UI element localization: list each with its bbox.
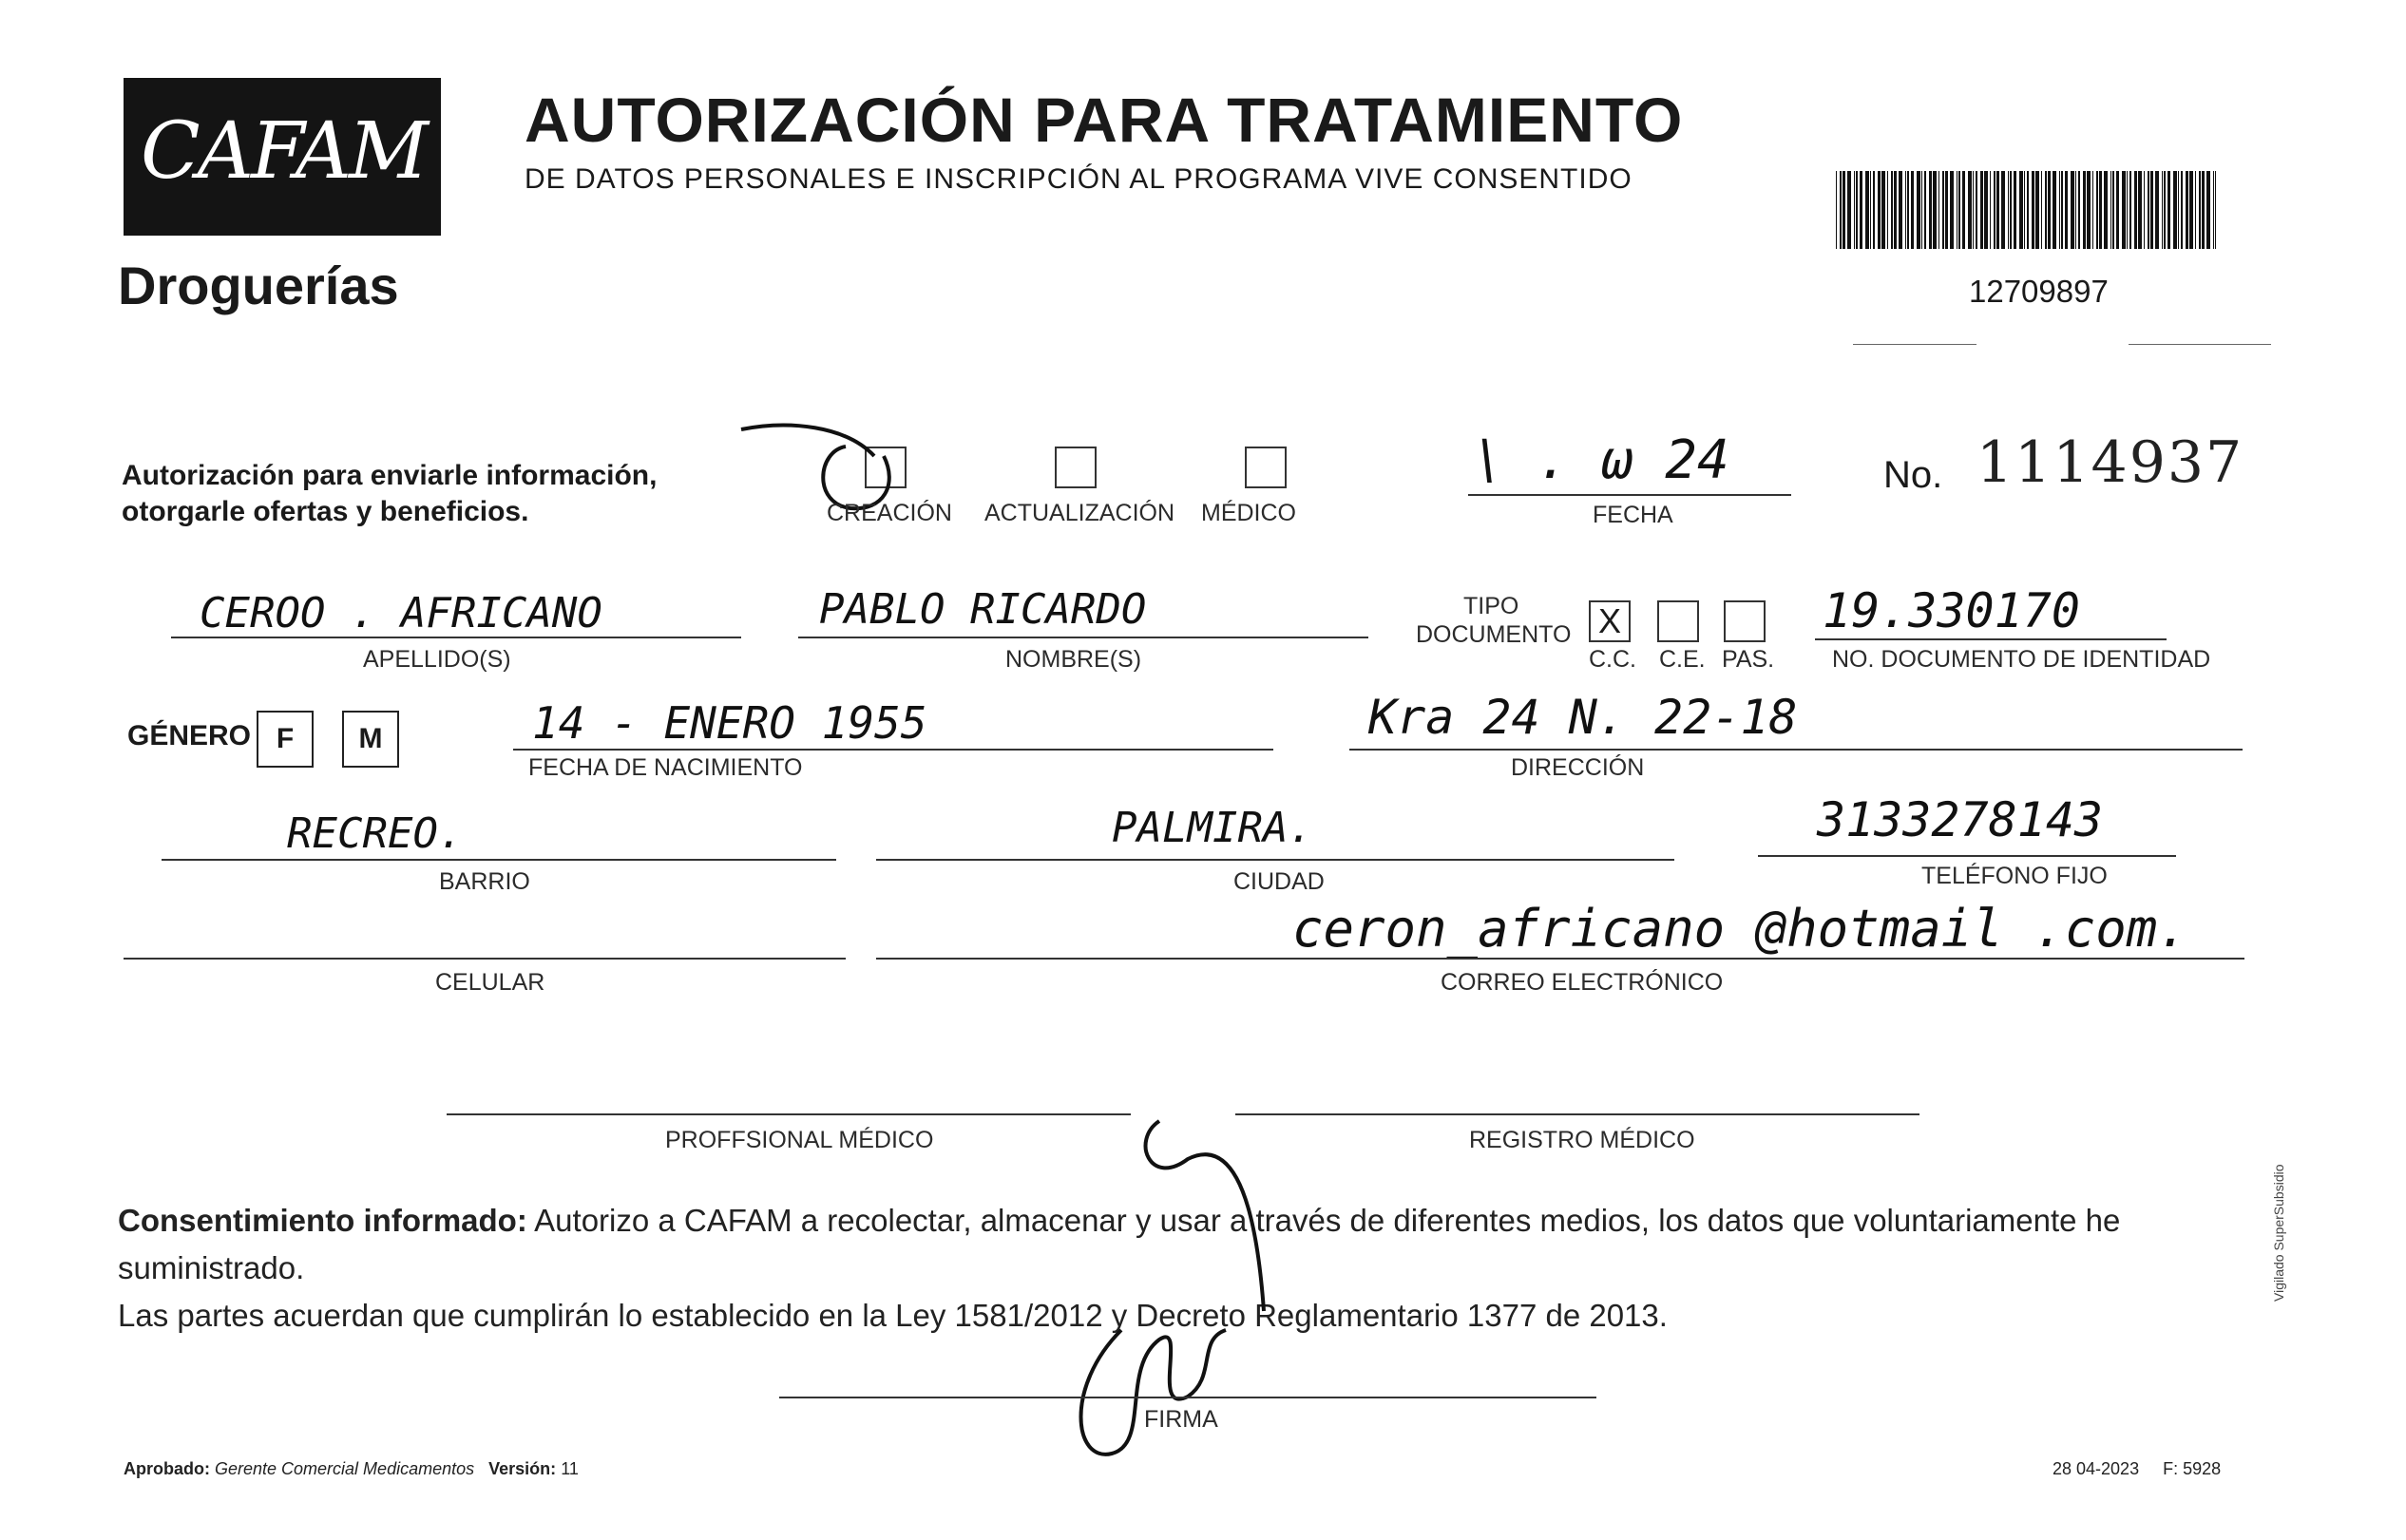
telefono-line	[1758, 855, 2176, 857]
documento-label: DOCUMENTO	[1416, 621, 1572, 648]
correo-line	[876, 958, 2244, 960]
fecha-value[interactable]: \ . ω 24	[1473, 429, 1729, 491]
telefono-value[interactable]: 3133278143	[1817, 792, 2104, 847]
fecha-nacimiento-value[interactable]: 14 - ENERO 1955	[532, 697, 927, 749]
celular-label: CELULAR	[435, 969, 545, 996]
apellidos-line	[171, 637, 741, 638]
barrio-line	[162, 859, 836, 861]
genero-label: GÉNERO	[127, 720, 252, 751]
tipo-label: TIPO	[1463, 593, 1519, 619]
pas-checkbox[interactable]	[1724, 600, 1766, 642]
consent-line-2: Las partes acuerdan que cumplirán lo establecido en la Ley 1581/2012 y Decreto Reglamentario 1377 de 2013.	[118, 1298, 1668, 1333]
registro-line	[1235, 1113, 1919, 1115]
registro-label: REGISTRO MÉDICO	[1469, 1127, 1695, 1153]
correo-value[interactable]: ceron_africano @hotmail .com.	[1292, 899, 2188, 959]
barrio-value[interactable]: RECREO.	[287, 809, 464, 858]
logo-text: CAFAM	[141, 106, 426, 197]
form-subtitle: DE DATOS PERSONALES E INSCRIPCIÓN AL PROGRAMA VIVE CONSENTIDO	[525, 163, 1633, 195]
form-number: 1114937	[1976, 429, 2244, 496]
genero-f-checkbox[interactable]: F	[257, 711, 314, 768]
fecha-label: FECHA	[1593, 502, 1673, 528]
medico-checkbox[interactable]	[1245, 447, 1287, 488]
barcode-number: 12709897	[1969, 274, 2109, 309]
footer-meta	[2053, 1459, 2221, 1479]
header-divider	[1853, 344, 1976, 345]
header-divider	[2129, 344, 2271, 345]
pas-label: PAS.	[1722, 646, 1775, 673]
barcode-image	[1836, 171, 2216, 249]
telefono-label: TELÉFONO FIJO	[1921, 863, 2108, 889]
apellidos-label: APELLIDO(S)	[363, 646, 511, 673]
intro-text	[122, 458, 768, 530]
vigilado-text: Vigilado SuperSubsidio	[2271, 1164, 2286, 1302]
creacion-label: CREACIÓN	[827, 500, 952, 526]
intro-line-2: otorgarle ofertas y beneficios.	[122, 496, 529, 527]
barrio-label: BARRIO	[439, 868, 530, 895]
footer-date: 28 04-2023	[2053, 1459, 2140, 1478]
firma-line	[779, 1397, 1596, 1398]
consent-body-1: Autorizo a CAFAM a recolectar, almacenar y usar a través de diferentes medios, los datos que voluntariamente he suministrado.	[118, 1203, 2121, 1285]
correo-label: CORREO ELECTRÓNICO	[1441, 969, 1724, 996]
footer-code: F: 5928	[2163, 1459, 2222, 1478]
fecha-line	[1468, 494, 1791, 496]
ciudad-value[interactable]: PALMIRA.	[1112, 804, 1313, 852]
apellidos-value[interactable]: CEROO . AFRICANO	[200, 589, 602, 637]
direccion-value[interactable]: Kra 24 N. 22-18	[1368, 690, 1798, 745]
nombres-line	[798, 637, 1368, 638]
aprobado-value: Gerente Comercial Medicamentos	[215, 1459, 475, 1478]
intro-line-1: Autorización para enviarle información,	[122, 460, 658, 491]
actualizacion-checkbox[interactable]	[1055, 447, 1097, 488]
form-title: AUTORIZACIÓN PARA TRATAMIENTO	[525, 85, 1684, 155]
fecha-nacimiento-label: FECHA DE NACIMIENTO	[528, 754, 803, 781]
celular-field[interactable]	[124, 958, 846, 960]
ciudad-line	[876, 859, 1674, 861]
documento-line	[1815, 638, 2167, 640]
direccion-line	[1349, 749, 2243, 751]
version-label: Versión:	[488, 1459, 557, 1478]
brand-name: Droguerías	[118, 256, 399, 315]
documento-number-label: NO. DOCUMENTO DE IDENTIDAD	[1832, 646, 2211, 673]
ciudad-label: CIUDAD	[1233, 868, 1325, 895]
firma-label: FIRMA	[1144, 1406, 1218, 1433]
ce-label: C.E.	[1659, 646, 1706, 673]
profesional-label: PROFFSIONAL MÉDICO	[665, 1127, 934, 1153]
nombres-label: NOMBRE(S)	[1005, 646, 1142, 673]
direccion-label: DIRECCIÓN	[1511, 754, 1645, 781]
celular-line	[124, 958, 846, 960]
ce-checkbox[interactable]	[1657, 600, 1699, 642]
actualizacion-label: ACTUALIZACIÓN	[984, 500, 1175, 526]
aprobado-label: Aprobado:	[124, 1459, 210, 1478]
number-label: No.	[1883, 454, 1943, 496]
footer-approval	[124, 1459, 579, 1479]
cc-label: C.C.	[1589, 646, 1636, 673]
consent-heading: Consentimiento informado:	[118, 1203, 527, 1238]
documento-value[interactable]: 19.330170	[1823, 583, 2080, 638]
cc-checkbox[interactable]: X	[1589, 600, 1631, 642]
version-value: 11	[561, 1459, 579, 1478]
nombres-value[interactable]: PABLO RICARDO	[819, 585, 1147, 634]
fecha-nacimiento-line	[513, 749, 1273, 751]
medico-label: MÉDICO	[1201, 500, 1296, 526]
genero-m-checkbox[interactable]: M	[342, 711, 399, 768]
